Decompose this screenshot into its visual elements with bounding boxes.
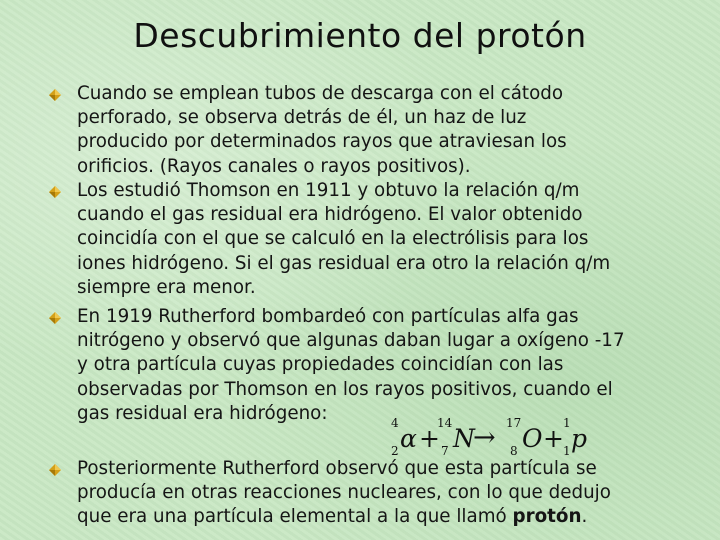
bullet-text: Cuando se emplean tubos de descarga con el cátodo perforado, se observa detrás de él, un haz de luz producido por determinados rayos que atraviesan los orificios. (Rayos canales o rayos positivos). bbox=[77, 83, 567, 177]
plus-sign: + bbox=[543, 424, 564, 453]
diamond-bullet-icon bbox=[48, 88, 62, 102]
nitrogen-mass-number: 14 bbox=[437, 416, 453, 430]
proton-mass-number: 1 bbox=[563, 416, 571, 430]
oxygen-mass-number: 17 bbox=[506, 416, 522, 430]
proton-term: protón bbox=[512, 506, 582, 528]
bullet-text: En 1919 Rutherford bombardeó con partículas alfa gas nitrógeno y observó que algunas daban lugar a oxígeno -17 y otra partícula cuyas propiedades coincidían con las observadas por Thomson en los rayos positivos, cuando el gas residual era hidrógeno: bbox=[77, 306, 625, 424]
proton-symbol: p bbox=[571, 424, 588, 453]
reaction-arrow-icon: → bbox=[473, 422, 496, 453]
oxygen-atomic-number: 8 bbox=[510, 444, 518, 458]
diamond-bullet-icon bbox=[48, 463, 62, 477]
slide-title: Descubrimiento del protón bbox=[133, 16, 587, 55]
alpha-symbol: α bbox=[400, 424, 417, 453]
alpha-atomic-number: 2 bbox=[391, 444, 399, 458]
bullet-text: Los estudió Thomson en 1911 y obtuvo la relación q/m cuando el gas residual era hidrógeno. El valor obtenido coincidía con el que se calculó en la electrólisis para los iones hidrógeno. Si el gas residual era otro la relación q/m siempre era menor. bbox=[77, 180, 611, 298]
nitrogen-atomic-number: 7 bbox=[441, 444, 449, 458]
nuclear-reaction-equation bbox=[385, 412, 590, 458]
nitrogen-symbol: N bbox=[453, 424, 475, 453]
bullet-text: Posteriormente Rutherford observó que esta partícula se producía en otras reacciones nucleares, con lo que dedujo que era una partícula elemental a la que llamó protón. bbox=[77, 457, 677, 530]
diamond-bullet-icon bbox=[48, 185, 62, 199]
plus-sign: + bbox=[419, 424, 440, 453]
alpha-mass-number: 4 bbox=[391, 416, 399, 430]
proton-atomic-number: 1 bbox=[563, 444, 571, 458]
bullet-last-line: que era una partícula elemental a la que llamó protón. bbox=[77, 506, 588, 528]
oxygen-symbol: O bbox=[522, 424, 543, 453]
diamond-bullet-icon bbox=[48, 311, 62, 325]
